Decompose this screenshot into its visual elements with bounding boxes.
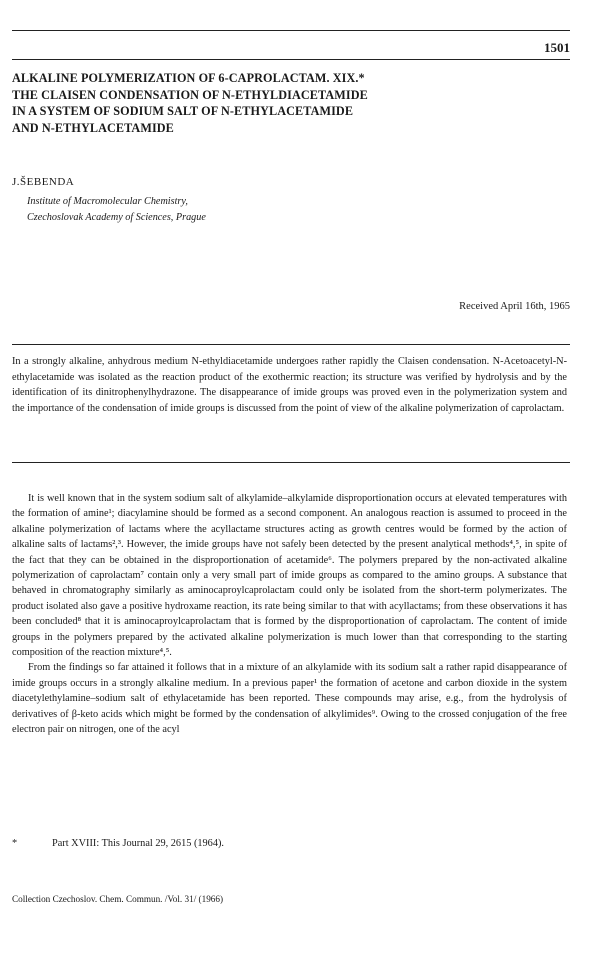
top-rule	[12, 30, 570, 31]
title-line-2: THE CLAISEN CONDENSATION OF N-ETHYLDIACETAMIDE	[12, 87, 368, 102]
article-body	[12, 491, 567, 738]
header-rule	[12, 59, 570, 60]
affiliation-line-1: Institute of Macromolecular Chemistry,	[27, 196, 188, 207]
title-line-1: ALKALINE POLYMERIZATION OF 6-CAPROLACTAM. XIX.*	[12, 71, 365, 85]
affiliation	[27, 194, 206, 226]
abstract: In a strongly alkaline, anhydrous medium N-ethyldiacetamide undergoes rather rapidly the Claisen condensation. N-Acetoacetyl-N-ethylacetamide was isolated as the reaction product of the exothermic reaction; its structure was verified by hydrolysis and by the identification of its dinitrophenylhydrazone. The disappearance of imide groups was proved even in the polymerization system and the importance of the condensation of imide groups is discussed from the point of view of the alkaline polymerization of caprolactam.	[12, 356, 567, 414]
journal-citation: Collection Czechoslov. Chem. Commun. /Vol. 31/ (1966)	[12, 894, 224, 904]
page-number: 1501	[544, 40, 570, 55]
affiliation-line-2: Czechoslovak Academy of Sciences, Prague	[27, 212, 206, 223]
footnote-text: Part XVIII: This Journal 29, 2615 (1964).	[52, 838, 224, 849]
title-line-3: IN A SYSTEM OF SODIUM SALT OF N-ETHYLACETAMIDE	[12, 104, 354, 118]
abstract-top-rule	[12, 344, 570, 345]
author-name: J.ŠEBENDA	[12, 176, 75, 188]
footnote-marker: *	[12, 838, 18, 849]
abstract-bottom-rule	[12, 462, 570, 463]
article-title	[12, 70, 562, 136]
body-paragraph-2: From the findings so far attained it follows that in a mixture of an alkylamide with its sodium salt a rather rapid disappearance of imide groups occurs in a strongly alkaline medium. In a previous paper¹ the formation of acetone and carbon dioxide in the system diacetylethylamine–sodium salt of ethylacetamide has been reported. These compounds may arise, e.g., from the hydrolysis of derivatives of β-keto acids which might be formed by the condensation of alkylimides⁹. Owing to the crossed conjugation of the free electron pair on nitrogen, one of the acyl	[12, 662, 567, 736]
title-line-4: AND N-ETHYLACETAMIDE	[12, 120, 174, 135]
footnote	[12, 838, 224, 849]
received-date: Received April 16th, 1965	[459, 301, 570, 312]
body-paragraph-1: It is well known that in the system sodium salt of alkylamide–alkylamide disproportionation occurs at elevated temperatures with the formation of amine¹; diacylamine should be formed as a second component. An analogous reaction is assumed to proceed in the alkaline polymerization of lactams where the acyllactame structures acting as growth centres would be formed by the action of alkaline salts of lactams²,³. However, the imide groups have not safely been detected by the present analytical methods⁴,⁵, in spite of the fact that they can be obtained in the disproportionation of acetamide⁶. The polymers prepared by the non-activated alkaline polymerization of caprolactam⁷ contain only a very small part of imide groups as compared to the amino groups. A substance that behaved in chromatography similarly as aminocaproylcaprolactam could only be isolated from the short-term polymerizates. The product isolated also gave a positive hydroxame reaction, its rate being similar to that with acyllactams; from these observations it has been concluded⁸ that it is aminocaproylcaprolactam that is formed by the disproportionation of caprolactam. The content of imide groups in the polymers prepared by the activated alkaline polymerization is much lower than that corresponding to the starting composition of the reaction mixture⁴,⁵.	[12, 493, 567, 659]
